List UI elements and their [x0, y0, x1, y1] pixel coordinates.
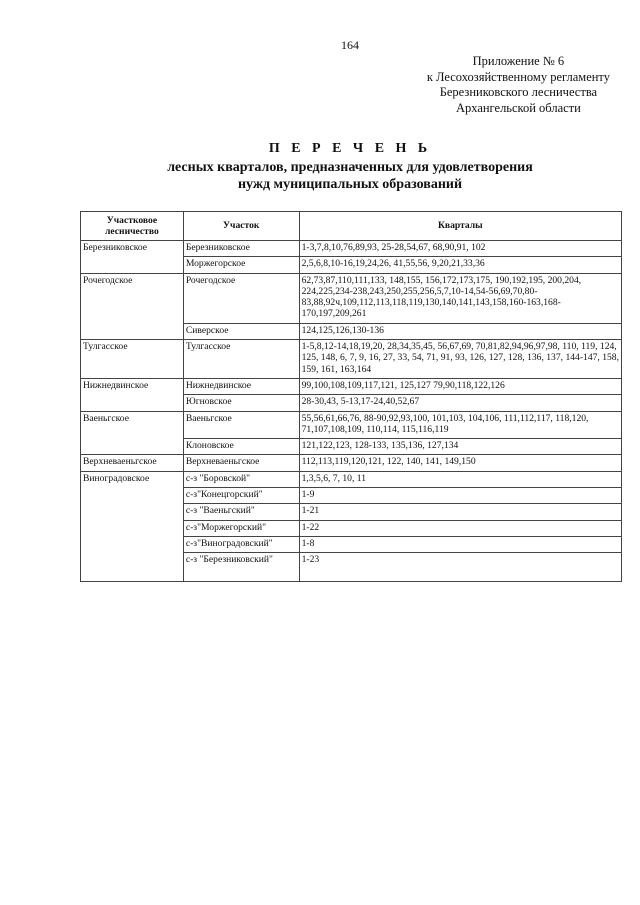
header-forestry: Участковое лесничество [81, 212, 184, 241]
cell-quarters: 62,73,87,110,111,133, 148,155, 156,172,173,175, 190,192,195, 200,204, 224,225,234-238,243,250,255,256,5,7,10-14,54-56,69,70,80-83,88,92ч,109,112,113,118,119,130,140,141,143,158,160-163,168-170,197,209,261 [299, 273, 621, 323]
cell-forestry [81, 395, 184, 411]
cell-quarters: 121,122,123, 128-133, 135,136, 127,134 [299, 439, 621, 455]
header-quarters: Кварталы [299, 212, 621, 241]
cell-empty [183, 569, 299, 582]
cell-section: с-з "Березниковский" [183, 553, 299, 569]
cell-section: Моржегорское [183, 257, 299, 273]
cell-quarters: 1-9 [299, 488, 621, 504]
cell-empty [81, 569, 184, 582]
table-row [81, 553, 622, 569]
appendix-line: Архангельской области [455, 100, 581, 115]
table-row [81, 439, 622, 455]
cell-section: Клоновское [183, 439, 299, 455]
cell-forestry: Нижнедвинское [81, 378, 184, 394]
table-header-row [81, 212, 622, 241]
cell-section: Нижнедвинское [183, 378, 299, 394]
cell-forestry [81, 536, 184, 552]
cell-section: Березниковское [183, 241, 299, 257]
cell-section: с-з"Моржегорский" [183, 520, 299, 536]
table-row [81, 395, 622, 411]
page-number: 164 [341, 38, 359, 52]
cell-quarters: 55,56,61,66,76, 88-90,92,93,100, 101,103, 104,106, 111,112,117, 118,120, 71,107,108,109, 110,114, 115,116,119 [299, 411, 621, 439]
cell-forestry [81, 439, 184, 455]
table-row [81, 504, 622, 520]
cell-quarters: 1-21 [299, 504, 621, 520]
cell-forestry: Верхневаеньгское [81, 455, 184, 471]
appendix-note [427, 54, 610, 116]
cell-forestry [81, 323, 184, 339]
quarters-table [80, 211, 622, 582]
cell-section: Тулгасское [183, 340, 299, 379]
cell-section: Рочегодское [183, 273, 299, 323]
appendix-line: Березниковского лесничества [439, 85, 598, 99]
cell-quarters: 124,125,126,130-136 [299, 323, 621, 339]
table-row [81, 257, 622, 273]
cell-forestry [81, 257, 184, 273]
cell-quarters: 1-22 [299, 520, 621, 536]
cell-section: с-з"Виноградовский" [183, 536, 299, 552]
document-title: П Е Р Е Ч Е Н Ь [268, 141, 432, 156]
cell-quarters: 1-5,8,12-14,18,19,20, 28,34,35,45, 56,67,69, 70,81,82,94,96,97,98, 110, 119, 124, 125, 148, 6, 7, 9, 16, 27, 33, 54, 71, 91, 93, 126, 127, 128, 136, 137, 144-147, 158, 159, 161, 163,164 [299, 340, 621, 379]
cell-quarters: 1-3,7,8,10,76,89,93, 25-28,54,67, 68,90,91, 102 [299, 241, 621, 257]
cell-section: с-з"Конецгорский" [183, 488, 299, 504]
cell-quarters: 2,5,6,8,10-16,19,24,26, 41,55,56, 9,20,21,33,36 [299, 257, 621, 273]
table-row [81, 488, 622, 504]
cell-forestry [81, 504, 184, 520]
cell-section: с-з "Ваеньгский" [183, 504, 299, 520]
document-heading [80, 141, 620, 193]
cell-section: Верхневаеньгское [183, 455, 299, 471]
cell-section: Сиверское [183, 323, 299, 339]
cell-quarters: 28-30,43, 5-13,17-24,40,52,67 [299, 395, 621, 411]
table-row [81, 273, 622, 323]
cell-forestry: Березниковское [81, 241, 184, 257]
table-row [81, 471, 622, 487]
document-subtitle: нужд муниципальных образований [237, 177, 463, 192]
cell-section: Ваеньгское [183, 411, 299, 439]
cell-quarters: 1-8 [299, 536, 621, 552]
cell-quarters: 112,113,119,120,121, 122, 140, 141, 149,150 [299, 455, 621, 471]
appendix-line: к Лесохозяйственному регламенту [426, 69, 610, 84]
cell-forestry [81, 553, 184, 569]
table-row [81, 378, 622, 394]
table-row [81, 340, 622, 379]
cell-forestry: Ваеньгское [81, 411, 184, 439]
header-section: Участок [183, 212, 299, 241]
cell-section: с-з "Боровской" [183, 471, 299, 487]
table-row [81, 241, 622, 257]
cell-quarters: 1-23 [299, 553, 621, 569]
cell-forestry: Тулгасское [81, 340, 184, 379]
cell-quarters: 99,100,108,109,117,121, 125,127 79,90,118,122,126 [299, 378, 621, 394]
table-row-spacer [81, 569, 622, 582]
table-row [81, 520, 622, 536]
table-row [81, 536, 622, 552]
table-row [81, 455, 622, 471]
table-row [81, 323, 622, 339]
document-subtitle: лесных кварталов, предназначенных для удовлетворения [167, 160, 533, 175]
cell-quarters: 1,3,5,6, 7, 10, 11 [299, 471, 621, 487]
cell-section: Югновское [183, 395, 299, 411]
cell-forestry [81, 488, 184, 504]
cell-forestry: Виноградовское [81, 471, 184, 487]
appendix-line: Приложение № 6 [472, 54, 565, 68]
cell-forestry [81, 520, 184, 536]
cell-empty [299, 569, 621, 582]
table-row [81, 411, 622, 439]
cell-forestry: Рочегодское [81, 273, 184, 323]
